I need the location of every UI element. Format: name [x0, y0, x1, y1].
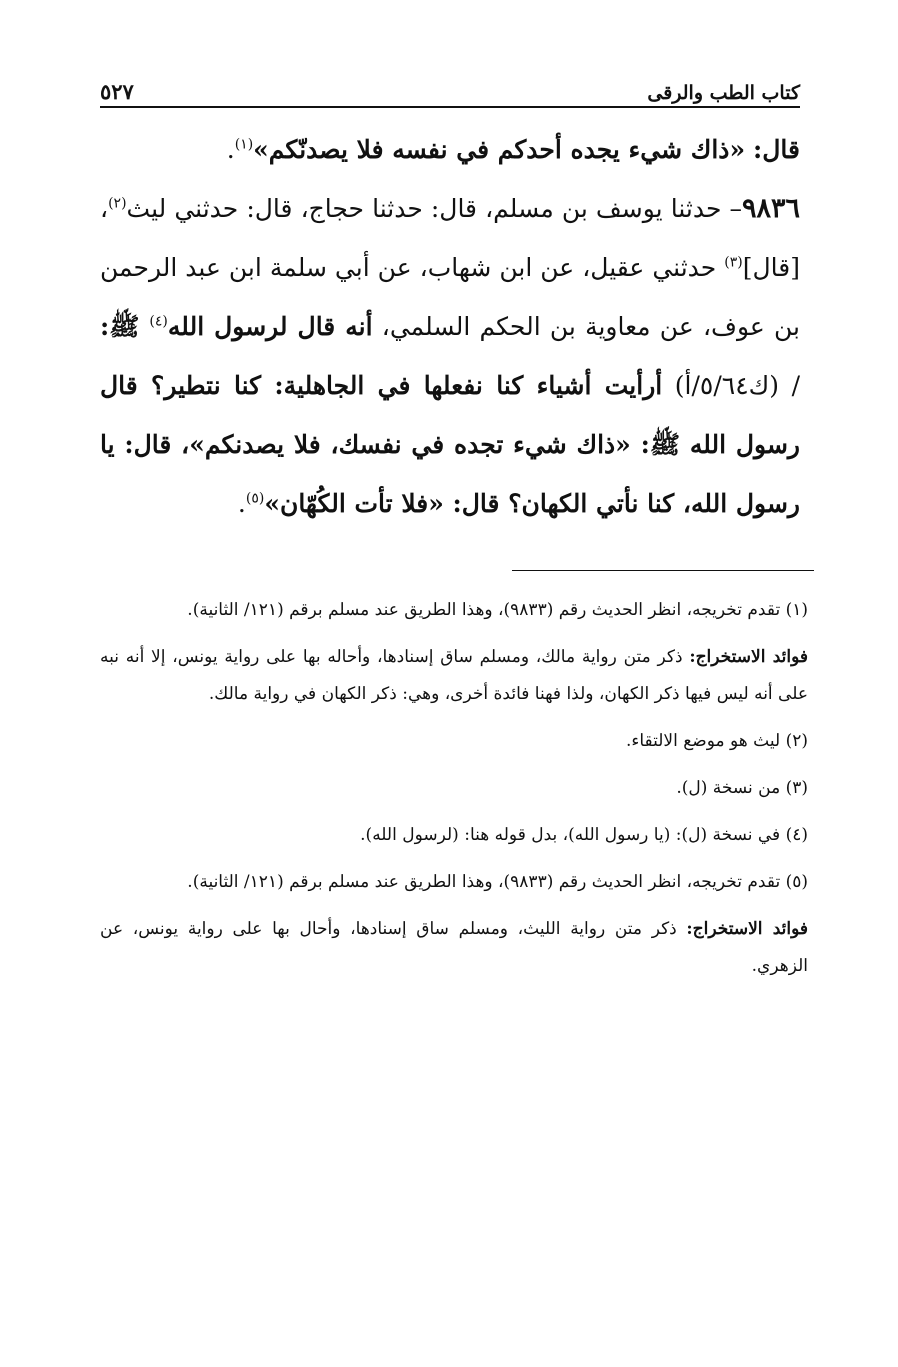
- footnote-4: (٤) في نسخة (ل): (يا رسول الله)، بدل قوله هنا: (لرسول الله).: [360, 825, 808, 845]
- matn-text: أرأيت أشياء كنا نفعلها في الجاهلية: كنا نتطير؟ قال رسول الله ﷺ: «ذاك شيء تجده في نفسك، فلا يصدنكم»، قال: يا رسول الله، كنا نأتي الكهان؟ قال: «فلا تأت الكُهّان»: [100, 371, 800, 518]
- page-number: ٥٢٧: [100, 79, 134, 104]
- hadith-9836: [100, 179, 800, 533]
- footnote-1: (١) تقدم تخريجه، انظر الحديث رقم (٩٨٣٣)، وهذا الطريق عند مسلم برقم (١٢١/ الثانية).: [187, 600, 808, 620]
- footnote-2: (٢) ليث هو موضع الالتقاء.: [625, 731, 808, 751]
- footnote-5-benefit: [100, 911, 808, 985]
- benefit-text: ذكر متن رواية مالك، ومسلم ساق إسنادها، وأحاله بها على رواية يونس، إلا أنه نبه على أنه ليس فيها ذكر الكهان، ولذا فهنا فائدة أخرى، وهي: ذكر الكهان في رواية مالك.: [100, 647, 808, 704]
- paragraph-1-end: .: [226, 135, 235, 164]
- benefit-label: فوائد الاستخراج:: [689, 647, 808, 667]
- footnotes: [100, 592, 808, 995]
- paragraph-1: [100, 120, 800, 179]
- header-title: كتاب الطب والرقى: [647, 82, 800, 104]
- benefit-label: فوائد الاستخراج:: [686, 919, 808, 939]
- footnote-3: (٣) من نسخة (ل).: [676, 778, 808, 798]
- matn-intro: أنه قال لرسول الله: [167, 312, 373, 341]
- salutation: ﷺ:: [100, 312, 150, 341]
- running-header: [100, 70, 800, 104]
- footnote-5: (٥) تقدم تخريجه، انظر الحديث رقم (٩٨٣٣)، وهذا الطريق عند مسلم برقم (١٢١/ الثانية).: [187, 872, 808, 892]
- isnad-part-3: حدثني عقيل، عن ابن شهاب، عن أبي سلمة ابن عبد الرحمن بن عوف، عن معاوية بن الحكم السلمي،: [100, 253, 800, 341]
- benefit-text: ذكر متن رواية الليث، ومسلم ساق إسنادها، وأحال بها على رواية يونس، عن الزهري.: [100, 919, 808, 976]
- qala-label: قال:: [753, 135, 800, 164]
- isnad-part-2: ، [قال]: [100, 194, 800, 282]
- footnote-ref-3: (٣): [724, 254, 743, 271]
- main-text: [100, 120, 800, 533]
- footnote-ref-4: (٤): [149, 313, 168, 330]
- hadith-end: .: [237, 489, 246, 518]
- footnote-ref-5: (٥): [245, 490, 265, 507]
- footnote-ref-2: (٢): [108, 195, 127, 212]
- isnad-part-1: – حدثنا يوسف بن مسلم، قال: حدثنا حجاج، قال: حدثني ليث: [126, 194, 742, 223]
- footnote-1-benefit: [100, 639, 808, 713]
- hadith-number: ٩٨٣٦: [741, 193, 800, 224]
- manuscript-ref: / (ك٥/٦٤/أ): [662, 371, 800, 400]
- prophet-quote: «ذاك شيء يجده أحدكم في نفسه فلا يصدنّكم»: [253, 135, 746, 164]
- footnote-ref-1: (١): [234, 136, 254, 153]
- header-rule: [100, 106, 800, 108]
- footnote-separator: [512, 570, 814, 571]
